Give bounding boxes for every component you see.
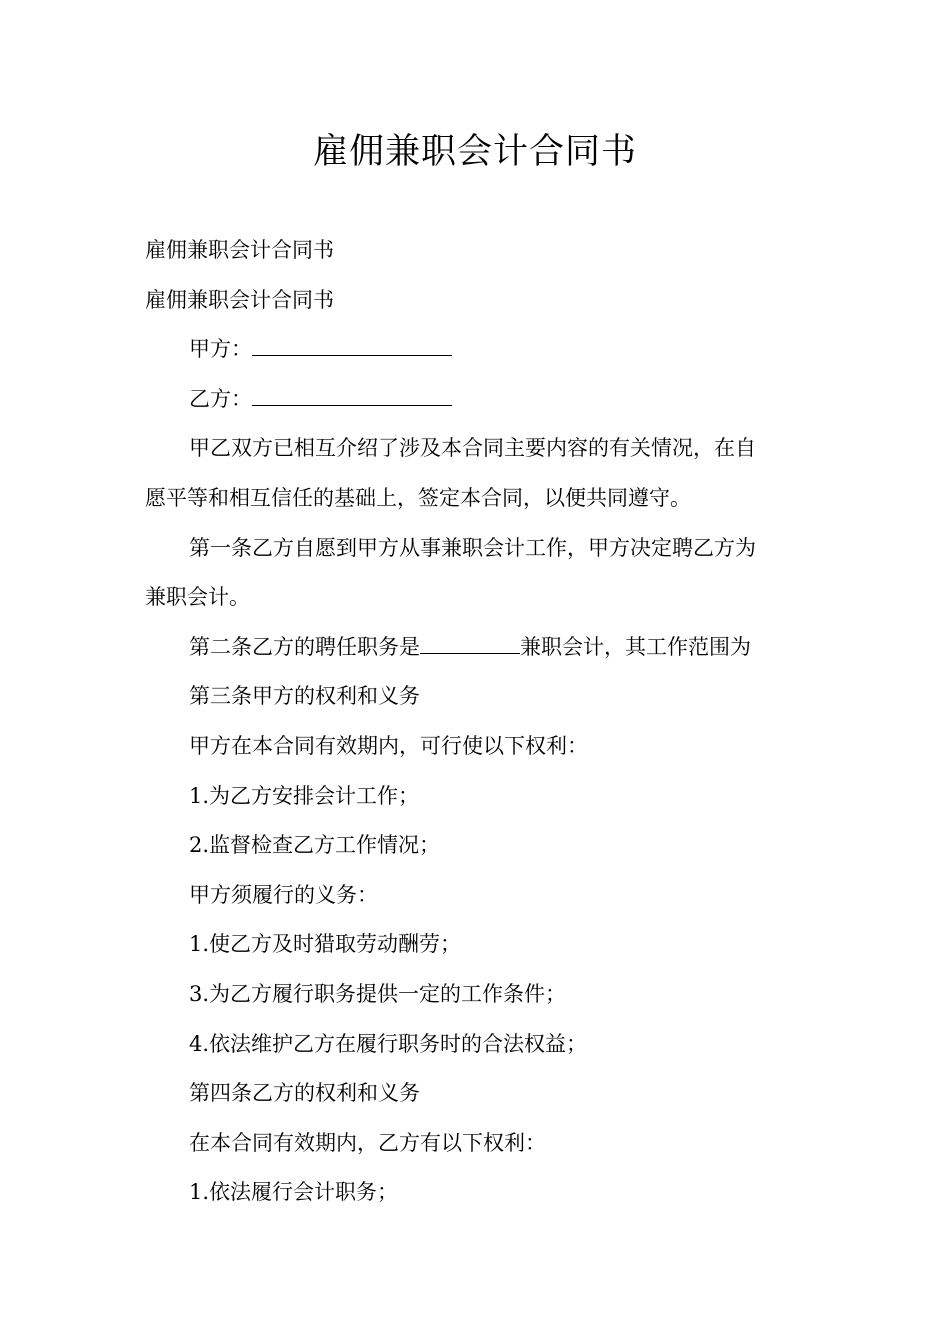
paragraph-line [145, 325, 807, 375]
fill-in-blank [420, 623, 520, 654]
line-text: 雇佣兼职会计合同书 [145, 287, 334, 312]
paragraph-line [145, 474, 807, 524]
line-text: 乙方： [189, 386, 252, 411]
paragraph-line [145, 871, 807, 921]
paragraph-line [145, 276, 807, 326]
line-text: 兼职会计。 [145, 585, 250, 610]
fill-in-blank [252, 375, 452, 406]
line-text: 甲乙双方已相互介绍了涉及本合同主要内容的有关情况，在自 [189, 436, 756, 461]
line-text: 愿平等和相互信任的基础上，签定本合同，以便共同遵守。 [145, 485, 691, 510]
document-title: 雇佣兼职会计合同书 [312, 132, 637, 172]
line-text: 4.依法维护乙方在履行职务时的合法权益； [189, 1031, 588, 1056]
line-text: 雇佣兼职会计合同书 [145, 238, 334, 262]
paragraph-line [145, 375, 807, 425]
paragraph-line [145, 821, 807, 871]
paragraph-line [145, 722, 807, 772]
line-text: 甲方： [189, 337, 252, 362]
paragraph-line [145, 672, 807, 722]
paragraph-line [145, 1168, 807, 1218]
paragraph-line [145, 970, 807, 1020]
paragraph-line [145, 424, 807, 474]
line-text: 第三条甲方的权利和义务 [189, 684, 420, 709]
line-text: 在本合同有效期内，乙方有以下权利： [189, 1130, 546, 1155]
line-text: 2.监督检查乙方工作情况； [189, 833, 441, 858]
fill-in-blank [252, 325, 452, 356]
line-text: 甲方须履行的义务： [189, 882, 378, 907]
line-text: 第二条乙方的聘任职务是 [189, 634, 420, 659]
line-text: 1.为乙方安排会计工作； [189, 783, 420, 808]
paragraph-line [145, 920, 807, 970]
line-text: 甲方在本合同有效期内，可行使以下权利： [189, 733, 588, 758]
line-text: 第四条乙方的权利和义务 [189, 1081, 420, 1106]
line-text: 3.为乙方履行职务提供一定的工作条件； [189, 981, 567, 1006]
paragraph-line [145, 1119, 807, 1169]
paragraph-line [145, 226, 807, 276]
paragraph-line [145, 524, 807, 574]
line-text: 1.使乙方及时猎取劳动酬劳； [189, 932, 462, 957]
paragraph-line [145, 1020, 807, 1070]
line-text: 1.依法履行会计职务； [189, 1180, 399, 1205]
paragraph-line [145, 573, 807, 623]
paragraph-line [145, 772, 807, 822]
line-text: 第一条乙方自愿到甲方从事兼职会计工作，甲方决定聘乙方为 [189, 535, 756, 560]
document-body [145, 226, 807, 1218]
paragraph-line [145, 623, 807, 673]
paragraph-line [145, 1069, 807, 1119]
line-text-after-blank: 兼职会计，其工作范围为 [520, 634, 751, 659]
